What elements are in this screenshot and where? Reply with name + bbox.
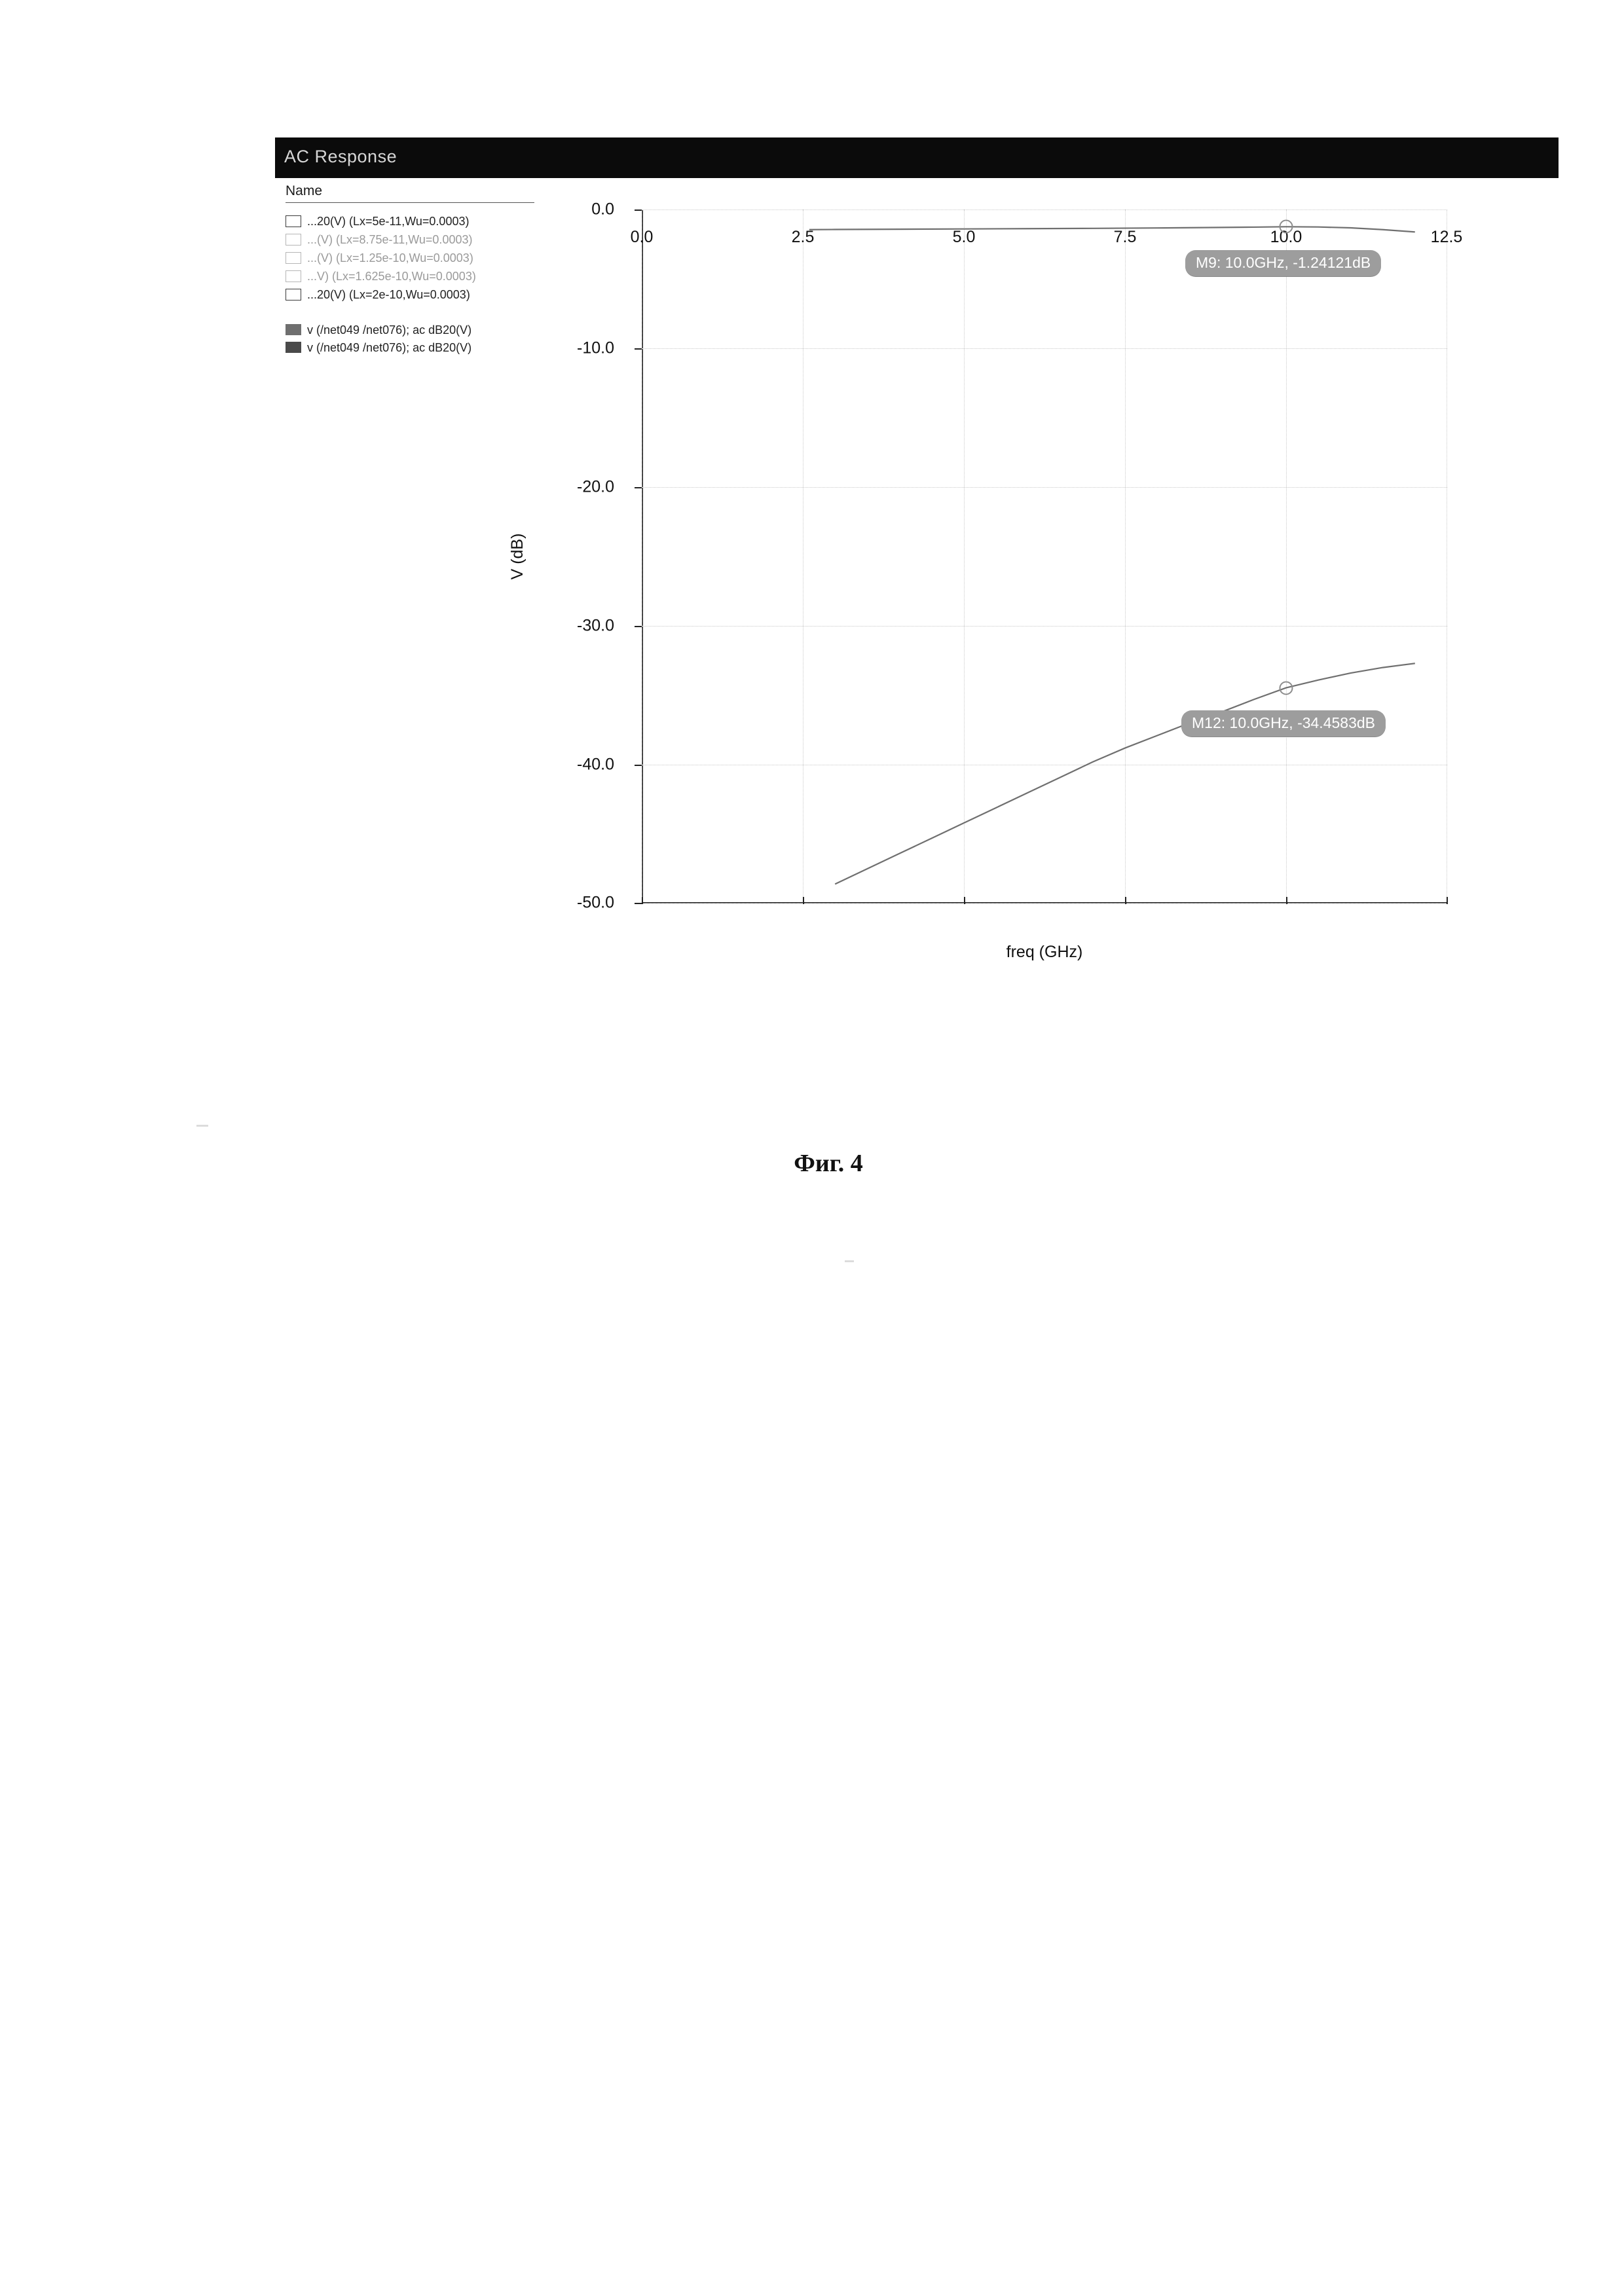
y-tick-label: 0.0 bbox=[591, 200, 614, 219]
legend-checkbox-icon[interactable] bbox=[286, 270, 301, 282]
ac-response-figure bbox=[275, 137, 1559, 1139]
x-axis-label: freq (GHz) bbox=[1006, 943, 1083, 961]
data-series-lower bbox=[835, 663, 1415, 884]
y-tick bbox=[635, 765, 642, 766]
x-tick-label: 2.5 bbox=[791, 228, 815, 246]
x-tick-label: 12.5 bbox=[1430, 228, 1463, 246]
chart-axes bbox=[507, 200, 1463, 961]
page-speck bbox=[845, 1260, 854, 1262]
y-tick bbox=[635, 626, 642, 627]
legend-checkbox-icon[interactable] bbox=[286, 234, 301, 246]
legend-color-swatch-icon bbox=[286, 324, 301, 335]
y-axis-label: V (dB) bbox=[507, 533, 526, 580]
x-tick-label: 5.0 bbox=[952, 228, 976, 246]
window-title: AC Response bbox=[284, 147, 397, 166]
plot-area bbox=[275, 178, 1559, 1139]
y-tick bbox=[635, 210, 642, 211]
legend-trace-label: v (/net049 /net076); ac dB20(V) bbox=[307, 323, 472, 337]
legend-item-list bbox=[286, 212, 547, 304]
legend-item[interactable] bbox=[286, 249, 547, 267]
legend-header: Name bbox=[286, 183, 534, 203]
curve-layer bbox=[642, 210, 1447, 903]
y-tick-label: -50.0 bbox=[577, 893, 614, 912]
legend-item-label: ...20(V) (Lx=2e-10,Wu=0.0003) bbox=[307, 288, 470, 301]
y-tick bbox=[635, 903, 642, 904]
legend-checkbox-icon[interactable] bbox=[286, 215, 301, 227]
window-title-bar bbox=[275, 137, 1559, 178]
legend-checkbox-icon[interactable] bbox=[286, 252, 301, 264]
legend-item[interactable] bbox=[286, 212, 547, 230]
y-tick-label: -40.0 bbox=[577, 755, 614, 774]
y-tick bbox=[635, 348, 642, 350]
legend-checkbox-icon[interactable] bbox=[286, 289, 301, 301]
y-tick-label: -30.0 bbox=[577, 616, 614, 635]
marker-point-m12[interactable] bbox=[1280, 682, 1293, 695]
legend-item-label: ...(V) (Lx=8.75e-11,Wu=0.0003) bbox=[307, 233, 473, 246]
page-speck bbox=[196, 1125, 208, 1127]
legend-item[interactable] bbox=[286, 267, 547, 285]
legend-item[interactable] bbox=[286, 285, 547, 304]
legend-item-label: ...20(V) (Lx=5e-11,Wu=0.0003) bbox=[307, 215, 470, 228]
y-tick-label: -20.0 bbox=[577, 477, 614, 496]
y-tick bbox=[635, 487, 642, 488]
legend-trace[interactable] bbox=[286, 338, 547, 356]
data-series-upper bbox=[809, 227, 1415, 232]
marker-label-m9[interactable]: M9: 10.0GHz, -1.24121dB bbox=[1185, 250, 1381, 276]
legend-trace[interactable] bbox=[286, 321, 547, 338]
legend-trace-label: v (/net049 /net076); ac dB20(V) bbox=[307, 340, 472, 354]
x-tick-label: 10.0 bbox=[1270, 228, 1302, 246]
marker-point-m9[interactable] bbox=[1280, 220, 1293, 234]
legend-color-swatch-icon bbox=[286, 342, 301, 353]
marker-label-m12[interactable]: M12: 10.0GHz, -34.4583dB bbox=[1181, 710, 1386, 737]
legend-panel bbox=[286, 183, 547, 356]
x-tick-label: 0.0 bbox=[630, 228, 654, 246]
legend-item-label: ...(V) (Lx=1.25e-10,Wu=0.0003) bbox=[307, 251, 473, 264]
y-tick-label: -10.0 bbox=[577, 338, 614, 357]
legend-item-label: ...V) (Lx=1.625e-10,Wu=0.0003) bbox=[307, 270, 476, 283]
x-tick-label: 7.5 bbox=[1113, 228, 1137, 246]
legend-item[interactable] bbox=[286, 230, 547, 249]
figure-caption: Фиг. 4 bbox=[794, 1150, 863, 1177]
legend-trace-list bbox=[286, 321, 547, 356]
